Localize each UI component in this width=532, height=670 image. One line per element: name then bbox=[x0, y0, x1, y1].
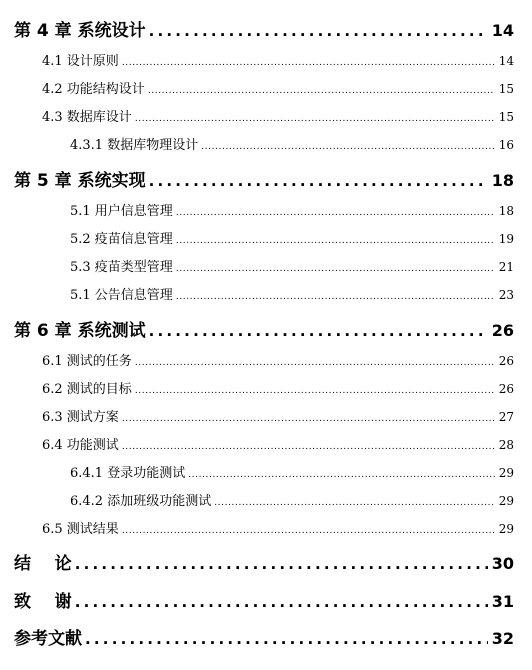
toc-dot-leader bbox=[201, 138, 495, 153]
toc-entry-section-6-4[interactable] bbox=[42, 434, 514, 453]
toc-dot-leader bbox=[135, 382, 495, 397]
toc-entry-chapter-5[interactable] bbox=[14, 166, 514, 191]
toc-entry-page: 14 bbox=[498, 54, 514, 68]
toc-entry-page: 26 bbox=[491, 321, 514, 340]
toc-entry-page: 26 bbox=[498, 354, 514, 368]
toc-entry-title: 5.2 疫苗信息管理 bbox=[70, 232, 173, 247]
toc-entry-page: 26 bbox=[498, 382, 514, 396]
toc-entry-page: 28 bbox=[498, 438, 514, 452]
toc-entry-title: 第 6 章 系统测试 bbox=[14, 321, 146, 341]
toc-entry-title: 5.1 公告信息管理 bbox=[70, 288, 173, 303]
toc-entry-section-6-4-1[interactable] bbox=[70, 462, 514, 481]
toc-entry-section-6-2[interactable] bbox=[42, 378, 514, 397]
toc-entry-title: 6.4.1 登录功能测试 bbox=[70, 466, 186, 481]
toc-entry-section-5-2[interactable] bbox=[70, 228, 514, 247]
toc-entry-title: 6.3 测试方案 bbox=[42, 410, 119, 425]
toc-entry-page: 32 bbox=[491, 629, 514, 648]
toc-entry-page: 21 bbox=[498, 260, 514, 274]
toc-entry-title: 4.3.1 数据库物理设计 bbox=[70, 138, 199, 153]
toc-entry-page: 31 bbox=[491, 592, 514, 611]
toc-entry-title: 6.4 功能测试 bbox=[42, 438, 119, 453]
toc-entry-chapter-4[interactable] bbox=[14, 16, 514, 41]
toc-dot-leader bbox=[188, 466, 495, 481]
toc-entry-page: 16 bbox=[498, 138, 514, 152]
toc-dot-leader bbox=[176, 232, 495, 247]
toc-entry-title: 结 论 bbox=[14, 554, 72, 574]
toc-entry-conclusion[interactable] bbox=[14, 549, 514, 574]
toc-entry-title: 6.5 测试结果 bbox=[42, 522, 119, 537]
toc-dot-leader bbox=[75, 555, 488, 573]
toc-entry-page: 29 bbox=[498, 494, 514, 508]
toc-entry-section-5-3[interactable] bbox=[70, 256, 514, 275]
toc-entry-page: 29 bbox=[498, 522, 514, 536]
toc-dot-leader bbox=[148, 82, 495, 97]
toc-dot-leader bbox=[176, 260, 495, 275]
toc-entry-acknowledgements[interactable] bbox=[14, 587, 514, 612]
toc-entry-page: 18 bbox=[491, 171, 514, 190]
toc-entry-section-4-1[interactable] bbox=[42, 50, 514, 69]
toc-entry-page: 27 bbox=[498, 410, 514, 424]
toc-entry-page: 30 bbox=[491, 554, 514, 573]
toc-entry-title: 6.4.2 添加班级功能测试 bbox=[70, 494, 212, 509]
toc-dot-leader bbox=[135, 354, 495, 369]
toc-entry-title: 4.3 数据库设计 bbox=[42, 110, 132, 125]
toc-dot-leader bbox=[149, 172, 488, 190]
toc-entry-title: 6.1 测试的任务 bbox=[42, 354, 132, 369]
toc-entry-section-4-3[interactable] bbox=[42, 106, 514, 125]
toc-entry-section-6-4-2[interactable] bbox=[70, 490, 514, 509]
toc-entry-title: 5.3 疫苗类型管理 bbox=[70, 260, 173, 275]
toc-dot-leader bbox=[149, 22, 488, 40]
toc-dot-leader bbox=[75, 593, 488, 611]
toc-entry-references[interactable] bbox=[14, 624, 514, 649]
toc-dot-leader bbox=[85, 630, 488, 648]
toc-entry-page: 15 bbox=[498, 110, 514, 124]
toc-entry-section-6-3[interactable] bbox=[42, 406, 514, 425]
toc-entry-section-4-2[interactable] bbox=[42, 78, 514, 97]
toc-dot-leader bbox=[122, 54, 495, 69]
toc-entry-title: 第 5 章 系统实现 bbox=[14, 171, 146, 191]
toc-entry-page: 23 bbox=[498, 288, 514, 302]
toc-entry-section-5-1[interactable] bbox=[70, 200, 514, 219]
toc-entry-section-4-3-1[interactable] bbox=[70, 134, 514, 153]
toc-dot-leader bbox=[149, 322, 488, 340]
toc-dot-leader bbox=[176, 204, 495, 219]
toc-dot-leader bbox=[122, 522, 495, 537]
toc-entry-title: 参考文献 bbox=[14, 629, 82, 649]
toc-entry-section-5-4[interactable] bbox=[70, 284, 514, 303]
toc-entry-page: 19 bbox=[498, 232, 514, 246]
toc-dot-leader bbox=[214, 494, 495, 509]
toc-dot-leader bbox=[176, 288, 495, 303]
toc-entry-page: 29 bbox=[498, 466, 514, 480]
toc-dot-leader bbox=[135, 110, 495, 125]
toc-entry-title: 6.2 测试的目标 bbox=[42, 382, 132, 397]
toc-entry-section-6-1[interactable] bbox=[42, 350, 514, 369]
toc-entry-page: 14 bbox=[491, 21, 514, 40]
toc-entry-title: 4.1 设计原则 bbox=[42, 54, 119, 69]
toc-dot-leader bbox=[122, 410, 495, 425]
toc-dot-leader bbox=[122, 438, 495, 453]
toc-entry-page: 15 bbox=[498, 82, 514, 96]
toc-entry-title: 5.1 用户信息管理 bbox=[70, 204, 173, 219]
toc-entry-page: 18 bbox=[498, 204, 514, 218]
toc-entry-title: 4.2 功能结构设计 bbox=[42, 82, 145, 97]
toc-entry-title: 第 4 章 系统设计 bbox=[14, 21, 146, 41]
toc-entry-chapter-6[interactable] bbox=[14, 316, 514, 341]
toc-entry-title: 致 谢 bbox=[14, 592, 72, 612]
toc-entry-section-6-5[interactable] bbox=[42, 518, 514, 537]
